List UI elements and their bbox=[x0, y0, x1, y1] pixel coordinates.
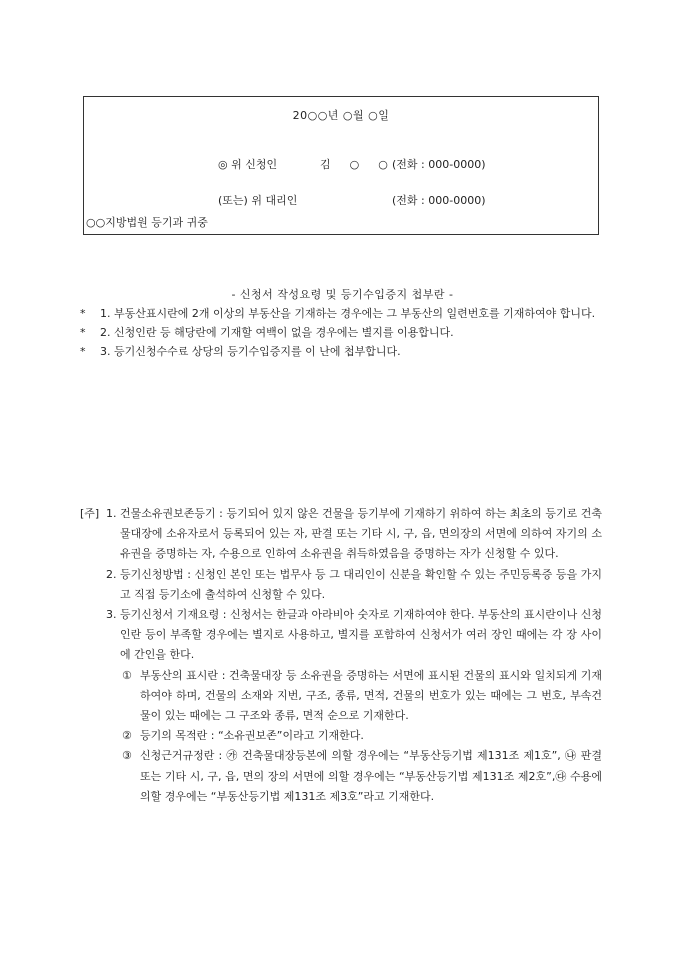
applicant-role: ◎ 위 신청인 bbox=[218, 158, 278, 171]
writing-guide-notes bbox=[80, 285, 605, 361]
court-addressee: ○○지방법원 등기과 귀중 bbox=[86, 216, 208, 229]
remarks-lead: [주] bbox=[80, 507, 100, 520]
sub-item-text: 등기의 목적란 : “소유권보존”이라고 기재한다. bbox=[140, 729, 364, 743]
applicant-name: 김 ○ ○ bbox=[320, 158, 392, 171]
note-item bbox=[80, 304, 605, 323]
sub-item-number: ③ bbox=[122, 749, 132, 763]
sub-item-number: ① bbox=[122, 668, 132, 682]
asterisk-mark: * bbox=[80, 326, 86, 339]
remark-text: 등기신청방법 : 신청인 본인 또는 법무사 등 그 대리인이 신분을 확인할 수 있는 주민등록증 등을 가지고 직접 등기소에 출석하여 신청할 수 있다. bbox=[120, 567, 602, 601]
remark-item bbox=[80, 565, 602, 605]
agent-role: (또는) 위 대리인 bbox=[218, 194, 298, 207]
remark-text: 건물소유권보존등기 : 등기되어 있지 않은 건물을 등기부에 기재하기 위하여 하는 최초의 등기로 건축물대장에 소유자로서 등록되어 있는 자, 판결 또는 기타 시, 구, 읍, 면의장의 서면에 의하여 자기의 소유권을 증명하는 자, 수용으로 인하여 소유권을 취득하였음을 증명하는 자가 신청할 수 있다. bbox=[120, 507, 602, 561]
note-text: 2. 신청인란 등 해당란에 기재할 여백이 없을 경우에는 별지를 이용합니다. bbox=[100, 326, 454, 339]
note-text: 1. 부동산표시란에 2개 이상의 부동산을 기재하는 경우에는 그 부동산의 일련번호를 기재하여야 합니다. bbox=[100, 307, 596, 320]
sub-item-text: 신청근거규정란 : ㉮ 건축물대장등본에 의할 경우에는 “부동산등기법 제131조 제1호”, ㉯ 판결 또는 기타 시, 구, 읍, 면의 장의 서면에 의할 경우에는 “부동산등기법 제131조 제2호”,㉰ 수용에 의할 경우에는 “부동산등기법 제131조 제3호”라고 기재한다. bbox=[140, 749, 602, 803]
application-date: 20○○년 ○월 ○일 bbox=[292, 109, 390, 122]
remarks-section bbox=[80, 504, 602, 807]
applicant-phone: (전화 : 000-0000) bbox=[392, 158, 486, 171]
signature-box bbox=[83, 96, 599, 235]
sub-item-text: 부동산의 표시란 : 건축물대장 등 소유권을 증명하는 서면에 표시된 건물의 표시와 일치되게 기재하여야 하며, 건물의 소재와 지번, 구조, 종류, 면적, 건물의 번호가 있는 때에는 그 번호, 부속건물이 있는 때에는 그 구조와 종류, 면적 순으로 기재한다. bbox=[140, 668, 602, 723]
note-item bbox=[80, 342, 605, 361]
remark-number: 3. bbox=[106, 608, 117, 622]
remark-sub-item bbox=[80, 666, 602, 727]
notes-title: - 신청서 작성요령 및 등기수입증지 첩부란 - bbox=[231, 288, 454, 301]
remark-number: 1. bbox=[106, 507, 117, 520]
note-text: 3. 등기신청수수료 상당의 등기수입증지를 이 난에 첩부합니다. bbox=[100, 345, 401, 358]
note-item bbox=[80, 323, 605, 342]
remark-text: 등기신청서 기재요령 : 신청서는 한글과 아라비아 숫자로 기재하여야 한다. 부동산의 표시란이나 신청인란 등이 부족할 경우에는 별지로 사용하고, 별지를 포함하여 신청서가 여러 장인 때에는 각 장 사이에 간인을 한다. bbox=[120, 608, 602, 662]
remark-sub-item bbox=[80, 726, 602, 746]
sub-item-number: ② bbox=[122, 729, 132, 743]
agent-row bbox=[204, 179, 486, 221]
asterisk-mark: * bbox=[80, 345, 86, 358]
agent-phone: (전화 : 000-0000) bbox=[392, 194, 486, 207]
remark-item bbox=[80, 504, 602, 565]
asterisk-mark: * bbox=[80, 307, 86, 320]
remark-item bbox=[80, 605, 602, 666]
remark-number: 2. bbox=[106, 567, 117, 581]
remark-sub-item bbox=[80, 746, 602, 807]
